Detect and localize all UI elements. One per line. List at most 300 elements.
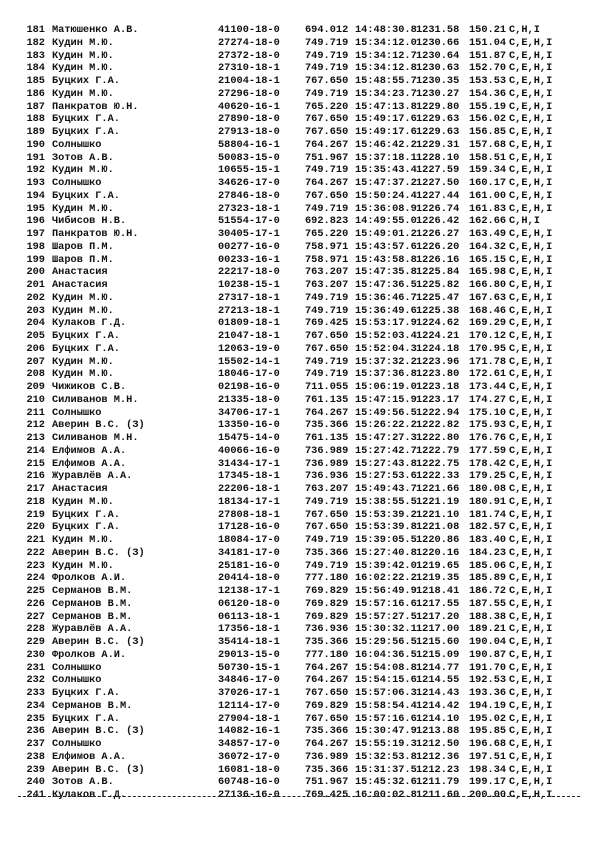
flags-cell: C,E,H,I bbox=[509, 534, 553, 546]
ring-code-cell: 27213-18-1 bbox=[218, 304, 280, 317]
arrival-time-cell: 15:48:55.7 bbox=[355, 75, 417, 87]
speed-cell: 1226.74 bbox=[416, 202, 460, 215]
name-cell: Кулаков Г.Д. bbox=[52, 317, 127, 330]
points-cell: 187.55 bbox=[469, 597, 507, 610]
points-cell: 180.08 bbox=[469, 483, 507, 495]
table-row bbox=[20, 139, 580, 152]
rank-cell: 192 bbox=[26, 164, 45, 177]
name-cell: Аверин В.С. (З) bbox=[52, 763, 145, 776]
rank-cell: 216 bbox=[26, 470, 45, 483]
table-row bbox=[20, 407, 580, 420]
flags-cell: C,E,H,I bbox=[509, 49, 553, 62]
speed-cell: 1230.35 bbox=[416, 75, 460, 87]
points-cell: 171.78 bbox=[469, 355, 507, 368]
rank-cell: 184 bbox=[26, 62, 45, 75]
rank-cell: 212 bbox=[26, 419, 45, 432]
distance-cell: 767.650 bbox=[305, 330, 349, 342]
ring-code-cell: 40066-16-0 bbox=[218, 444, 280, 457]
speed-cell: 1228.10 bbox=[416, 151, 460, 164]
ring-code-cell: 35414-18-1 bbox=[218, 636, 280, 648]
flags-cell: C,E,H,I bbox=[509, 648, 553, 661]
flags-cell: C,E,H,I bbox=[509, 36, 553, 49]
points-cell: 190.87 bbox=[469, 648, 507, 661]
rank-cell: 235 bbox=[26, 712, 45, 725]
arrival-time-cell: 15:45:32.6 bbox=[355, 776, 417, 789]
speed-cell: 1230.66 bbox=[416, 36, 460, 49]
distance-cell: 749.719 bbox=[305, 49, 349, 62]
distance-cell: 767.650 bbox=[305, 712, 349, 725]
flags-cell: C,E,H,I bbox=[509, 368, 553, 381]
ring-code-cell: 20414-18-0 bbox=[218, 572, 280, 585]
table-row bbox=[20, 88, 580, 101]
arrival-time-cell: 16:00:02.8 bbox=[355, 789, 417, 801]
rank-cell: 196 bbox=[26, 215, 45, 228]
flags-cell: C,E,H,I bbox=[509, 304, 553, 317]
ring-code-cell: 27904-18-1 bbox=[218, 712, 280, 725]
name-cell: Зотов А.В. bbox=[52, 151, 114, 164]
ring-code-cell: 12138-17-1 bbox=[218, 585, 280, 597]
speed-cell: 1215.09 bbox=[416, 648, 460, 661]
rank-cell: 206 bbox=[26, 342, 45, 355]
points-cell: 169.29 bbox=[469, 317, 507, 330]
arrival-time-cell: 15:46:42.2 bbox=[355, 138, 417, 151]
distance-cell: 694.012 bbox=[305, 24, 349, 36]
speed-cell: 1229.63 bbox=[416, 113, 460, 126]
table-row bbox=[20, 292, 580, 305]
rank-cell: 185 bbox=[26, 75, 45, 87]
ring-code-cell: 34857-17-0 bbox=[218, 738, 280, 750]
arrival-time-cell: 15:29:56.5 bbox=[355, 636, 417, 648]
speed-cell: 1224.62 bbox=[416, 317, 460, 330]
speed-cell: 1222.80 bbox=[416, 432, 460, 444]
name-cell: Кудин М.Ю. bbox=[52, 202, 114, 215]
points-cell: 154.36 bbox=[469, 87, 507, 100]
ring-code-cell: 15475-14-0 bbox=[218, 432, 280, 444]
speed-cell: 1224.21 bbox=[416, 330, 460, 342]
table-row bbox=[20, 534, 580, 547]
name-cell: Аверин В.С. (З) bbox=[52, 725, 145, 738]
arrival-time-cell: 15:47:27.3 bbox=[355, 432, 417, 444]
arrival-time-cell: 15:56:49.9 bbox=[355, 585, 417, 597]
ring-code-cell: 27890-18-0 bbox=[218, 113, 280, 126]
ring-code-cell: 18084-17-0 bbox=[218, 534, 280, 546]
distance-cell: 767.650 bbox=[305, 687, 349, 699]
distance-cell: 711.055 bbox=[305, 381, 349, 393]
distance-cell: 763.207 bbox=[305, 266, 349, 279]
rank-cell: 213 bbox=[26, 432, 45, 444]
speed-cell: 1217.55 bbox=[416, 597, 460, 610]
flags-cell: C,E,H,I bbox=[509, 495, 553, 508]
name-cell: Журавлёв А.А. bbox=[52, 470, 133, 483]
table-row bbox=[20, 254, 580, 267]
flags-cell: C,E,H,I bbox=[509, 508, 553, 521]
flags-cell: C,E,H,I bbox=[509, 126, 553, 138]
distance-cell: 777.180 bbox=[305, 572, 349, 585]
flags-cell: C,E,H,I bbox=[509, 610, 553, 623]
flags-cell: C,E,H,I bbox=[509, 572, 553, 585]
ring-code-cell: 34706-17-1 bbox=[218, 406, 280, 419]
table-row bbox=[20, 394, 580, 407]
arrival-time-cell: 15:54:15.6 bbox=[355, 674, 417, 687]
table-row bbox=[20, 764, 580, 777]
table-row bbox=[20, 470, 580, 483]
arrival-time-cell: 15:38:55.5 bbox=[355, 495, 417, 508]
flags-cell: C,E,H,I bbox=[509, 266, 553, 279]
ring-code-cell: 27136-16-0 bbox=[218, 789, 280, 801]
ring-code-cell: 34626-17-0 bbox=[218, 177, 280, 189]
distance-cell: 758.971 bbox=[305, 240, 349, 253]
points-cell: 195.85 bbox=[469, 725, 507, 738]
arrival-time-cell: 15:47:37.2 bbox=[355, 177, 417, 189]
speed-cell: 1214.77 bbox=[416, 661, 460, 674]
table-row bbox=[20, 203, 580, 216]
name-cell: Аверин В.С. (З) bbox=[52, 636, 145, 648]
flags-cell: C,E,H,I bbox=[509, 699, 553, 712]
arrival-time-cell: 15:58:54.4 bbox=[355, 699, 417, 712]
name-cell: Серманов В.М. bbox=[52, 597, 133, 610]
points-cell: 175.10 bbox=[469, 406, 507, 419]
ring-code-cell: 40620-16-1 bbox=[218, 100, 280, 113]
rank-cell: 182 bbox=[26, 36, 45, 49]
rank-cell: 186 bbox=[26, 87, 45, 100]
table-row bbox=[20, 713, 580, 726]
name-cell: Буцких Г.А. bbox=[52, 75, 120, 87]
points-cell: 168.46 bbox=[469, 304, 507, 317]
rank-cell: 211 bbox=[26, 406, 45, 419]
ring-code-cell: 16081-18-0 bbox=[218, 763, 280, 776]
speed-cell: 1229.31 bbox=[416, 138, 460, 151]
rank-cell: 217 bbox=[26, 483, 45, 495]
distance-cell: 749.719 bbox=[305, 87, 349, 100]
name-cell: Буцких Г.А. bbox=[52, 330, 120, 342]
rank-cell: 207 bbox=[26, 355, 45, 368]
ring-code-cell: 01809-18-1 bbox=[218, 317, 280, 330]
name-cell: Матюшенко А.В. bbox=[52, 24, 139, 36]
ring-code-cell: 34846-17-0 bbox=[218, 674, 280, 687]
speed-cell: 1214.42 bbox=[416, 699, 460, 712]
arrival-time-cell: 14:49:55.0 bbox=[355, 215, 417, 228]
arrival-time-cell: 15:26:22.2 bbox=[355, 419, 417, 432]
flags-cell: C,E,H,I bbox=[509, 240, 553, 253]
arrival-time-cell: 15:37:32.2 bbox=[355, 355, 417, 368]
arrival-time-cell: 15:30:47.9 bbox=[355, 725, 417, 738]
rank-cell: 187 bbox=[26, 100, 45, 113]
flags-cell: C,E,H,I bbox=[509, 202, 553, 215]
table-row bbox=[20, 343, 580, 356]
table-row bbox=[20, 305, 580, 318]
name-cell: Солнышко bbox=[52, 177, 102, 189]
table-row bbox=[20, 623, 580, 636]
flags-cell: C,E,H,I bbox=[509, 330, 553, 342]
arrival-time-cell: 15:34:23.7 bbox=[355, 87, 417, 100]
flags-cell: C,E,H,I bbox=[509, 585, 553, 597]
table-row bbox=[20, 50, 580, 63]
name-cell: Кудин М.Ю. bbox=[52, 559, 114, 572]
rank-cell: 232 bbox=[26, 674, 45, 687]
arrival-time-cell: 15:37:18.1 bbox=[355, 151, 417, 164]
ring-code-cell: 12114-17-0 bbox=[218, 699, 280, 712]
rank-cell: 220 bbox=[26, 521, 45, 534]
distance-cell: 749.719 bbox=[305, 368, 349, 381]
points-cell: 166.80 bbox=[469, 279, 507, 291]
name-cell: Чибисов Н.В. bbox=[52, 215, 127, 228]
name-cell: Кудин М.Ю. bbox=[52, 62, 114, 75]
distance-cell: 735.366 bbox=[305, 725, 349, 738]
name-cell: Елфимов А.А. bbox=[52, 750, 127, 763]
arrival-time-cell: 15:27:40.8 bbox=[355, 546, 417, 559]
table-row bbox=[20, 585, 580, 598]
ring-code-cell: 27317-18-1 bbox=[218, 291, 280, 304]
name-cell: Буцких Г.А. bbox=[52, 126, 120, 138]
ring-code-cell: 58804-16-1 bbox=[218, 138, 280, 151]
table-row bbox=[20, 509, 580, 522]
speed-cell: 1227.44 bbox=[416, 189, 460, 202]
speed-cell: 1226.20 bbox=[416, 240, 460, 253]
flags-cell: C,E,H,I bbox=[509, 432, 553, 444]
arrival-time-cell: 15:34:12.0 bbox=[355, 36, 417, 49]
arrival-time-cell: 15:50:24.4 bbox=[355, 189, 417, 202]
rank-cell: 202 bbox=[26, 291, 45, 304]
points-cell: 193.36 bbox=[469, 687, 507, 699]
distance-cell: 765.220 bbox=[305, 100, 349, 113]
flags-cell: C,E,H,I bbox=[509, 712, 553, 725]
ring-code-cell: 51554-17-0 bbox=[218, 215, 280, 228]
points-cell: 163.49 bbox=[469, 228, 507, 240]
flags-cell: C,E,H,I bbox=[509, 253, 553, 266]
distance-cell: 761.135 bbox=[305, 393, 349, 406]
table-row bbox=[20, 164, 580, 177]
name-cell: Фролков А.И. bbox=[52, 572, 127, 585]
arrival-time-cell: 15:32:53.8 bbox=[355, 750, 417, 763]
speed-cell: 1220.86 bbox=[416, 534, 460, 546]
flags-cell: C,E,H,I bbox=[509, 100, 553, 113]
points-cell: 199.17 bbox=[469, 776, 507, 789]
distance-cell: 764.267 bbox=[305, 738, 349, 750]
table-row bbox=[20, 560, 580, 573]
ring-code-cell: 27323-18-1 bbox=[218, 202, 280, 215]
arrival-time-cell: 15:49:17.6 bbox=[355, 126, 417, 138]
points-cell: 157.68 bbox=[469, 138, 507, 151]
flags-cell: C,E,H,I bbox=[509, 279, 553, 291]
distance-cell: 767.650 bbox=[305, 113, 349, 126]
table-row bbox=[20, 674, 580, 687]
speed-cell: 1219.35 bbox=[416, 572, 460, 585]
ring-code-cell: 18134-17-1 bbox=[218, 495, 280, 508]
name-cell: Буцких Г.А. bbox=[52, 113, 120, 126]
rank-cell: 233 bbox=[26, 687, 45, 699]
arrival-time-cell: 15:27:42.7 bbox=[355, 444, 417, 457]
arrival-time-cell: 15:57:16.6 bbox=[355, 597, 417, 610]
name-cell: Серманов В.М. bbox=[52, 610, 133, 623]
points-cell: 151.04 bbox=[469, 36, 507, 49]
table-row bbox=[20, 598, 580, 611]
results-table bbox=[20, 24, 580, 802]
speed-cell: 1226.42 bbox=[416, 215, 460, 228]
arrival-time-cell: 15:31:37.5 bbox=[355, 763, 417, 776]
table-row bbox=[20, 215, 580, 228]
speed-cell: 1229.63 bbox=[416, 126, 460, 138]
table-row bbox=[20, 101, 580, 114]
arrival-time-cell: 15:47:35.8 bbox=[355, 266, 417, 279]
rank-cell: 194 bbox=[26, 189, 45, 202]
name-cell: Солнышко bbox=[52, 738, 102, 750]
distance-cell: 777.180 bbox=[305, 648, 349, 661]
points-cell: 197.51 bbox=[469, 750, 507, 763]
table-row bbox=[20, 75, 580, 88]
rank-cell: 214 bbox=[26, 444, 45, 457]
arrival-time-cell: 15:36:49.6 bbox=[355, 304, 417, 317]
distance-cell: 749.719 bbox=[305, 534, 349, 546]
arrival-time-cell: 15:37:36.8 bbox=[355, 368, 417, 381]
rank-cell: 215 bbox=[26, 457, 45, 470]
arrival-time-cell: 15:55:19.3 bbox=[355, 738, 417, 750]
points-cell: 167.63 bbox=[469, 291, 507, 304]
table-row bbox=[20, 368, 580, 381]
arrival-time-cell: 15:49:43.7 bbox=[355, 483, 417, 495]
distance-cell: 769.829 bbox=[305, 610, 349, 623]
arrival-time-cell: 15:57:06.3 bbox=[355, 687, 417, 699]
name-cell: Кудин М.Ю. bbox=[52, 87, 114, 100]
speed-cell: 1217.20 bbox=[416, 610, 460, 623]
name-cell: Кудин М.Ю. bbox=[52, 355, 114, 368]
rank-cell: 190 bbox=[26, 138, 45, 151]
rank-cell: 219 bbox=[26, 508, 45, 521]
name-cell: Кудин М.Ю. bbox=[52, 368, 114, 381]
arrival-time-cell: 15:39:05.5 bbox=[355, 534, 417, 546]
rank-cell: 237 bbox=[26, 738, 45, 750]
arrival-time-cell: 15:49:01.2 bbox=[355, 228, 417, 240]
speed-cell: 1215.60 bbox=[416, 636, 460, 648]
arrival-time-cell: 15:53:17.9 bbox=[355, 317, 417, 330]
flags-cell: C,E,H,I bbox=[509, 177, 553, 189]
arrival-time-cell: 15:34:12.7 bbox=[355, 49, 417, 62]
ring-code-cell: 02198-16-0 bbox=[218, 381, 280, 393]
flags-cell: C,E,H,I bbox=[509, 406, 553, 419]
distance-cell: 751.967 bbox=[305, 151, 349, 164]
speed-cell: 1212.50 bbox=[416, 738, 460, 750]
ring-code-cell: 50083-15-0 bbox=[218, 151, 280, 164]
table-row bbox=[20, 241, 580, 254]
name-cell: Елфимов А.А. bbox=[52, 457, 127, 470]
flags-cell: C,E,H,I bbox=[509, 687, 553, 699]
ring-code-cell: 27846-18-0 bbox=[218, 189, 280, 202]
rank-cell: 181 bbox=[26, 24, 45, 36]
points-cell: 186.72 bbox=[469, 585, 507, 597]
distance-cell: 764.267 bbox=[305, 177, 349, 189]
distance-cell: 736.936 bbox=[305, 623, 349, 636]
points-cell: 195.02 bbox=[469, 712, 507, 725]
flags-cell: C,E,H,I bbox=[509, 419, 553, 432]
distance-cell: 764.267 bbox=[305, 406, 349, 419]
name-cell: Елфимов А.А. bbox=[52, 444, 127, 457]
name-cell: Солнышко bbox=[52, 674, 102, 687]
table-row bbox=[20, 37, 580, 50]
rank-cell: 226 bbox=[26, 597, 45, 610]
flags-cell: C,E,H,I bbox=[509, 75, 553, 87]
name-cell: Панкратов Ю.Н. bbox=[52, 100, 139, 113]
speed-cell: 1230.63 bbox=[416, 62, 460, 75]
distance-cell: 767.650 bbox=[305, 342, 349, 355]
arrival-time-cell: 15:52:03.4 bbox=[355, 330, 417, 342]
rank-cell: 228 bbox=[26, 623, 45, 636]
arrival-time-cell: 15:47:15.9 bbox=[355, 393, 417, 406]
rank-cell: 191 bbox=[26, 151, 45, 164]
distance-cell: 758.971 bbox=[305, 253, 349, 266]
ring-code-cell: 18046-17-0 bbox=[218, 368, 280, 381]
name-cell: Кудин М.Ю. bbox=[52, 36, 114, 49]
distance-cell: 764.267 bbox=[305, 661, 349, 674]
table-row bbox=[20, 190, 580, 203]
ring-code-cell: 34181-17-0 bbox=[218, 546, 280, 559]
points-cell: 160.17 bbox=[469, 177, 507, 189]
distance-cell: 736.989 bbox=[305, 444, 349, 457]
distance-cell: 751.967 bbox=[305, 776, 349, 789]
points-cell: 179.25 bbox=[469, 470, 507, 483]
rank-cell: 240 bbox=[26, 776, 45, 789]
arrival-time-cell: 15:43:57.6 bbox=[355, 240, 417, 253]
distance-cell: 767.650 bbox=[305, 126, 349, 138]
name-cell: Буцких Г.А. bbox=[52, 508, 120, 521]
distance-cell: 764.267 bbox=[305, 138, 349, 151]
ring-code-cell: 17356-18-1 bbox=[218, 623, 280, 636]
rank-cell: 205 bbox=[26, 330, 45, 342]
speed-cell: 1212.36 bbox=[416, 750, 460, 763]
speed-cell: 1223.80 bbox=[416, 368, 460, 381]
name-cell: Силиванов М.Н. bbox=[52, 432, 139, 444]
arrival-time-cell: 15:47:36.5 bbox=[355, 279, 417, 291]
distance-cell: 761.135 bbox=[305, 432, 349, 444]
rank-cell: 227 bbox=[26, 610, 45, 623]
flags-cell: C,E,H,I bbox=[509, 228, 553, 240]
distance-cell: 735.366 bbox=[305, 763, 349, 776]
points-cell: 174.27 bbox=[469, 393, 507, 406]
speed-cell: 1213.88 bbox=[416, 725, 460, 738]
rank-cell: 189 bbox=[26, 126, 45, 138]
points-cell: 182.57 bbox=[469, 521, 507, 534]
ring-code-cell: 13350-16-0 bbox=[218, 419, 280, 432]
flags-cell: C,E,H,I bbox=[509, 87, 553, 100]
points-cell: 158.51 bbox=[469, 151, 507, 164]
name-cell: Кудин М.Ю. bbox=[52, 495, 114, 508]
table-row bbox=[20, 279, 580, 292]
table-row bbox=[20, 521, 580, 534]
table-row bbox=[20, 700, 580, 713]
name-cell: Солнышко bbox=[52, 406, 102, 419]
ring-code-cell: 06120-18-0 bbox=[218, 597, 280, 610]
speed-cell: 1219.65 bbox=[416, 559, 460, 572]
flags-cell: C,E,H,I bbox=[509, 776, 553, 789]
points-cell: 162.66 bbox=[469, 215, 507, 228]
flags-cell: C,E,H,I bbox=[509, 546, 553, 559]
name-cell: Анастасия bbox=[52, 266, 108, 279]
points-cell: 176.76 bbox=[469, 432, 507, 444]
speed-cell: 1222.33 bbox=[416, 470, 460, 483]
flags-cell: C,E,H,I bbox=[509, 738, 553, 750]
name-cell: Анастасия bbox=[52, 483, 108, 495]
name-cell: Анастасия bbox=[52, 279, 108, 291]
points-cell: 151.87 bbox=[469, 49, 507, 62]
speed-cell: 1230.64 bbox=[416, 49, 460, 62]
ring-code-cell: 31434-17-1 bbox=[218, 457, 280, 470]
speed-cell: 1224.18 bbox=[416, 342, 460, 355]
name-cell: Аверин В.С. (З) bbox=[52, 419, 145, 432]
arrival-time-cell: 15:43:58.8 bbox=[355, 253, 417, 266]
name-cell: Кудин М.Ю. bbox=[52, 164, 114, 177]
distance-cell: 763.207 bbox=[305, 279, 349, 291]
rank-cell: 230 bbox=[26, 648, 45, 661]
points-cell: 161.00 bbox=[469, 189, 507, 202]
points-cell: 161.83 bbox=[469, 202, 507, 215]
